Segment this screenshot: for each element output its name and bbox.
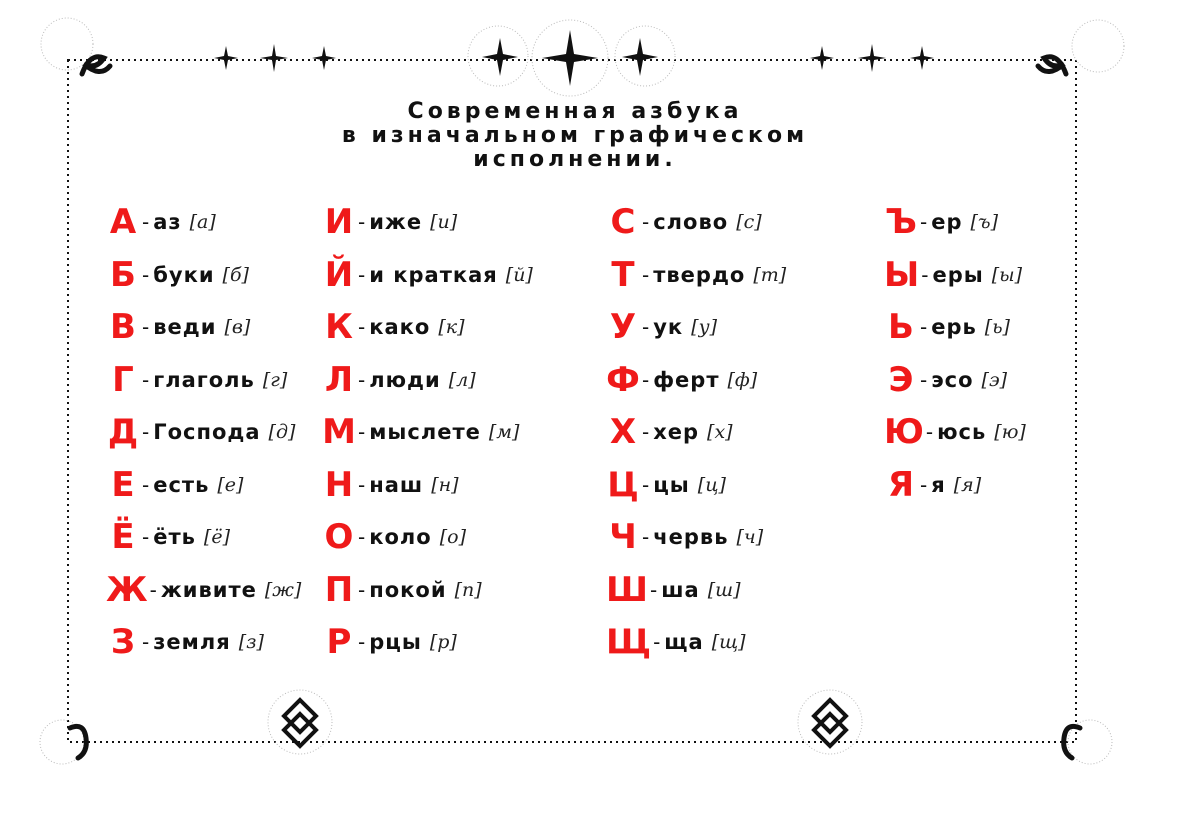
transcription: [ю] (994, 421, 1026, 444)
star-icon (858, 44, 886, 72)
transcription: [ф] (727, 368, 758, 391)
alphabet-entry (322, 459, 533, 512)
transcription: [й] (505, 263, 533, 286)
alphabet-entry (884, 459, 1026, 512)
alphabet-entry (322, 564, 533, 617)
letter-glyph: Ж (106, 569, 148, 610)
dash-separator: - (142, 630, 150, 655)
letter-name: буки (153, 262, 215, 287)
transcription: [и] (430, 211, 458, 234)
letter-glyph: Б (110, 254, 136, 295)
alphabet-column-3 (606, 196, 786, 669)
star-icon (622, 38, 658, 76)
transcription: [щ] (711, 631, 746, 654)
alphabet-entry (106, 511, 301, 564)
letter-glyph: Т (611, 254, 635, 295)
letter-name: иже (369, 210, 423, 235)
dash-separator: - (358, 367, 366, 392)
letter-glyph: М (322, 412, 356, 453)
star-icon (542, 30, 598, 86)
letter-name: твердо (653, 262, 746, 287)
letter-name: земля (153, 630, 231, 655)
alphabet-entry (606, 196, 786, 249)
letter-glyph: Н (324, 464, 354, 505)
letter-glyph: Ф (606, 359, 640, 400)
alphabet-entry (106, 406, 301, 459)
title-line-3: исполнении. (473, 147, 677, 172)
transcription: [ж] (264, 578, 302, 601)
letter-name: како (369, 315, 431, 340)
letter-name: ер (931, 210, 963, 235)
letter-name: слово (653, 210, 729, 235)
dash-separator: - (920, 472, 928, 497)
alphabet-entry (884, 406, 1026, 459)
alphabet-entry (106, 249, 301, 302)
alphabet-column-2 (322, 196, 533, 669)
transcription: [п] (454, 578, 482, 601)
letter-glyph: З (110, 622, 136, 663)
dash-separator: - (358, 472, 366, 497)
transcription: [у] (691, 316, 718, 339)
letter-name: ерь (931, 315, 977, 340)
alphabet-entry (606, 511, 786, 564)
dash-separator: - (920, 315, 928, 340)
letter-name: ша (661, 577, 700, 602)
alphabet-entry (322, 511, 533, 564)
alphabet-entry (106, 354, 301, 407)
transcription: [д] (268, 421, 296, 444)
letter-glyph: Г (112, 359, 134, 400)
letter-name: ща (664, 630, 704, 655)
alphabet-entry (322, 196, 533, 249)
knot-icon (284, 700, 316, 746)
dash-separator: - (358, 577, 366, 602)
dash-separator: - (921, 262, 929, 287)
alphabet-entry (106, 459, 301, 512)
letter-name: глаголь (153, 367, 255, 392)
transcription: [т] (753, 263, 787, 286)
transcription: [з] (238, 631, 264, 654)
alphabet-entry (606, 301, 786, 354)
knot-icon (814, 700, 846, 746)
transcription: [г] (262, 368, 288, 391)
letter-name: эсо (931, 367, 974, 392)
letter-name: я (931, 472, 946, 497)
letter-glyph: Х (609, 412, 637, 453)
dash-separator: - (642, 262, 650, 287)
transcription: [ё] (203, 526, 230, 549)
transcription: [н] (431, 473, 459, 496)
transcription: [ш] (707, 578, 741, 601)
star-icon (312, 46, 336, 70)
letter-name: еры (932, 262, 984, 287)
dash-separator: - (650, 577, 658, 602)
title-line-1: Современная азбука (407, 99, 743, 124)
title-line-2: в изначальном графическом (341, 123, 809, 148)
dash-separator: - (920, 367, 928, 392)
transcription: [м] (488, 421, 520, 444)
alphabet-entry (322, 616, 533, 669)
letter-glyph: Р (326, 622, 352, 663)
letter-glyph: Ь (888, 307, 914, 348)
letter-name: веди (153, 315, 217, 340)
star-icon (482, 38, 518, 76)
letter-name: люди (369, 367, 441, 392)
letter-name: наш (369, 472, 424, 497)
alphabet-entry (322, 354, 533, 407)
transcription: [ч] (736, 526, 764, 549)
dash-separator: - (358, 262, 366, 287)
letter-glyph: Й (324, 254, 354, 295)
dash-separator: - (358, 525, 366, 550)
page-title (0, 100, 1150, 172)
dash-separator: - (142, 525, 150, 550)
dash-separator: - (142, 315, 150, 340)
transcription: [р] (429, 631, 457, 654)
letter-glyph: Л (324, 359, 354, 400)
letter-name: аз (153, 210, 182, 235)
bottom-knot-ornaments (284, 700, 846, 746)
letter-name: коло (369, 525, 432, 550)
alphabet-entry (322, 406, 533, 459)
corner-ornament-icon (70, 726, 86, 758)
transcription: [ъ] (970, 211, 998, 234)
letter-glyph: А (109, 202, 137, 243)
transcription: [к] (438, 316, 465, 339)
transcription: [с] (736, 211, 762, 234)
letter-glyph: Ё (111, 517, 135, 558)
transcription: [б] (222, 263, 249, 286)
letter-name: ёть (153, 525, 196, 550)
dash-separator: - (642, 210, 650, 235)
letter-glyph: Ы (884, 254, 920, 295)
letter-name: ферт (653, 367, 720, 392)
corner-ornament-icon (1038, 57, 1066, 74)
alphabet-entry (606, 616, 786, 669)
star-icon (214, 46, 238, 70)
alphabet-entry (606, 564, 786, 617)
star-icon (810, 46, 834, 70)
letter-glyph: Д (107, 412, 139, 453)
letter-glyph: В (110, 307, 136, 348)
transcription: [ь] (984, 316, 1010, 339)
dash-separator: - (642, 420, 650, 445)
letter-name: Господа (153, 420, 261, 445)
letter-name: живите (160, 577, 257, 602)
dash-separator: - (149, 577, 157, 602)
alphabet-entry (884, 354, 1026, 407)
letter-name: хер (653, 420, 700, 445)
alphabet-entry (884, 301, 1026, 354)
dash-separator: - (642, 367, 650, 392)
alphabet-entry (606, 459, 786, 512)
dash-separator: - (642, 315, 650, 340)
transcription: [а] (189, 211, 216, 234)
transcription: [я] (953, 473, 982, 496)
dash-separator: - (358, 315, 366, 340)
dash-separator: - (642, 525, 650, 550)
letter-name: и краткая (369, 262, 498, 287)
dash-separator: - (653, 630, 661, 655)
letter-glyph: Е (111, 464, 135, 505)
alphabet-entry (606, 249, 786, 302)
letter-name: покой (369, 577, 447, 602)
transcription: [х] (707, 421, 733, 444)
alphabet-entry (884, 249, 1026, 302)
transcription: [ц] (697, 473, 726, 496)
star-icon (260, 44, 288, 72)
corner-ornament-icon (1064, 726, 1080, 758)
letter-name: цы (653, 472, 690, 497)
dash-separator: - (142, 420, 150, 445)
alphabet-entry (106, 564, 301, 617)
letter-glyph: И (324, 202, 354, 243)
letter-glyph: Ч (609, 517, 637, 558)
letter-glyph: С (610, 202, 636, 243)
alphabet-column-4 (884, 196, 1026, 511)
dash-separator: - (642, 472, 650, 497)
transcription: [о] (439, 526, 466, 549)
transcription: [е] (217, 473, 244, 496)
transcription: [л] (448, 368, 476, 391)
letter-glyph: У (609, 307, 637, 348)
transcription: [э] (981, 368, 1008, 391)
letter-name: мыслете (369, 420, 481, 445)
star-icons (214, 30, 934, 86)
letter-glyph: Ю (884, 412, 924, 453)
letter-glyph: Э (888, 359, 914, 400)
letter-glyph: О (324, 517, 354, 558)
letter-name: червь (653, 525, 729, 550)
alphabet-entry (106, 616, 301, 669)
dash-separator: - (358, 420, 366, 445)
letter-glyph: П (324, 569, 354, 610)
dash-separator: - (358, 630, 366, 655)
letter-glyph: Ш (606, 569, 649, 610)
dash-separator: - (142, 472, 150, 497)
alphabet-entry (322, 301, 533, 354)
star-icon (910, 46, 934, 70)
dash-separator: - (358, 210, 366, 235)
letter-glyph: Я (887, 464, 915, 505)
dash-separator: - (142, 367, 150, 392)
alphabet-entry (322, 249, 533, 302)
letter-glyph: К (325, 307, 353, 348)
alphabet-entry (606, 354, 786, 407)
transcription: [в] (224, 316, 251, 339)
dash-separator: - (925, 420, 934, 445)
dash-separator: - (920, 210, 928, 235)
letter-name: юсь (937, 420, 987, 445)
alphabet-entry (106, 301, 301, 354)
transcription: [ы] (991, 263, 1023, 286)
dash-separator: - (142, 262, 150, 287)
letter-glyph: Щ (606, 622, 652, 663)
letter-glyph: Ц (607, 464, 639, 505)
letter-name: рцы (369, 630, 422, 655)
alphabet-entry (106, 196, 301, 249)
letter-name: есть (153, 472, 210, 497)
dash-separator: - (142, 210, 150, 235)
letter-name: ук (653, 315, 684, 340)
alphabet-entry (606, 406, 786, 459)
letter-glyph: Ъ (885, 202, 917, 243)
alphabet-entry (884, 196, 1026, 249)
alphabet-column-1 (106, 196, 301, 669)
